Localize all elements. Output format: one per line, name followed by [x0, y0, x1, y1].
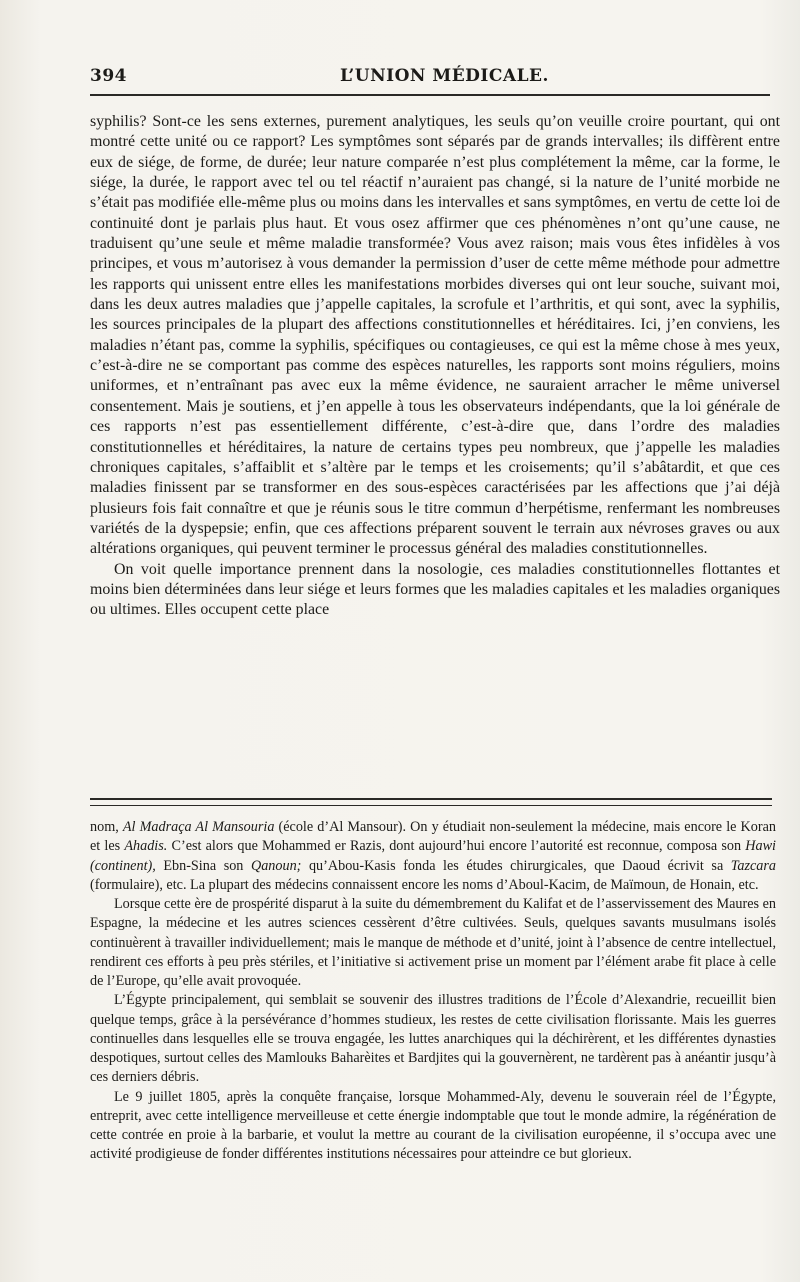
page-number: 394 — [90, 66, 127, 86]
main-paragraph-1: syphilis? Sont-ce les sens externes, purement analytiques, les seuls qu’on veuille croire pourtant, qui ont montré cette unité ou ce rapport? Les symptômes sont séparés par de grands intervalles; ils diffèrent entre eux de siége, de forme, de durée; leur nature comparée n’est plus complétement la même, car la forme, le siége, la durée, le rapport avec tel ou tel réactif n’auraient pas changé, si la nature de l’unité morbide ne s’était pas modifiée elle-même plus ou moins dans les intervalles et sans symptômes, en vertu de cette loi de continuité dont je parlais plus haut. Et vous osez affirmer que ces phénomènes n’ont qu’une cause, ne traduisent qu’une seule et même maladie transformée? Vous avez raison; mais vous êtes infidèles à vos principes, et vous m’autorisez à vous demander la permission d’user de cette même méthode pour admettre les rapports qui unissent entre elles les manifestations morbides diverses qui ont leur souche, suivant moi, dans les deux autres maladies que j’appelle capitales, la scrofule et l’arthritis, et qui sont, avec la syphilis, les sources principales de la plupart des affections constitutionnelles et héréditaires. Ici, j’en conviens, les maladies n’étant pas, comme la syphilis, spécifiques ou contagieuses, ce qui est la même chose à mes yeux, c’est-à-dire ne se comportant pas comme des espèces naturelles, les rapports sont moins réguliers, moins uniformes, et n’entraînant pas avec eux la même évidence, ne sauraient arracher le même universel consentement. Mais je soutiens, et j’en appelle à tous les observateurs indépendants, que la loi générale de ces rapports n’est pas essentiellement différente, c’est-à-dire que, dans l’ordre des maladies constitutionnelles et héréditaires, la nature de certains types peu nombreux, que j’appelle les maladies chroniques capitales, s’affaiblit et s’altère par le temps et les croisements; qu’il s’abâtardit, et que ces maladies finissent par se transformer en des sous-espèces caractérisées par les affections que j’ai déjà plusieurs fois fait connaître et que je réunis sous le titre commun d’herpétisme, renfermant les nombreuses variétés de la dyspepsie; enfin, que ces affections préparent souvent le terrain aux névroses graves ou aux altérations organiques, qui peuvent terminer le processus général des maladies constitutionnelles. — [90, 113, 780, 558]
footnote-text: (école d’Al Mansour). On y étudiait non-seulement la médecine, mais encore le Koran et les — [90, 819, 776, 855]
running-title: L’UNION MÉDICALE. — [340, 66, 549, 86]
footnote-italic-term: Ahadis. — [124, 838, 168, 855]
footnote-text: Ebn-Sina son — [155, 857, 251, 874]
footnote-paragraph-3: L’Égypte principalement, qui semblait se souvenir des illustres traditions de l’École d’Alexandrie, recueillit bien quelque temps, grâce à la persévérance d’hommes studieux, les restes de cette civilisation florissante. Mais les guerres continuelles dans lesquelles elle se trouva engagée, les luttes anarchiques qui la déchirèrent, et les différentes dynasties despotiques, surtout celles des Mamlouks Baharèites et Bardjites qui la gouvernèrent, ne tardèrent pas à anéantir jusqu’à ces derniers débris. — [90, 992, 776, 1086]
footnote-text: qu’Abou-Kasis fonda les études chirurgicales, que Daoud écrivit sa — [301, 857, 731, 874]
footnote-text: (formulaire), etc. La plupart des médecins connaissent encore les noms d’Aboul-Kacim, de Maïmoun, de Honain, etc. — [90, 876, 759, 893]
footnote-text: C’est alors que Mohammed er Razis, dont aujourd’hui encore l’autorité est reconnue, composa son — [167, 838, 746, 855]
footnote-separator — [90, 798, 772, 806]
footnote-paragraph-2: Lorsque cette ère de prospérité disparut à la suite du démembrement du Kalifat et de l’asservissement des Maures en Espagne, la médecine et les autres sciences cessèrent d’être cultivées. Seuls, quelques savants musulmans isolés continuèrent à travailler individuellement; mais le manque de méthode et d’unité, joint à l’absence de centre intellectuel, rendirent ces efforts à peu près stériles, et l’initiative si activement prise un moment par l’élément arabe fit place à celle de l’Europe, qu’elle avait provoquée. — [90, 896, 776, 989]
header-rule — [90, 94, 770, 96]
footnote-italic-term: Hawi (continent), — [90, 838, 776, 874]
main-paragraph-2: On voit quelle importance prennent dans la nosologie, ces maladies constitutionnelles flottantes et moins bien déterminées dans leur siége et leurs formes que les maladies capitales et les maladies organiques ou ultimes. Elles occupent cette place — [90, 560, 780, 619]
page-header — [90, 62, 770, 90]
main-text — [90, 112, 780, 621]
footnote-italic-term: Al Madraça Al Mansouria — [122, 819, 275, 835]
footnote-paragraph-1 — [90, 818, 776, 895]
footnote-italic-term: Tazcara — [730, 857, 777, 874]
footnote-paragraph-4: Le 9 juillet 1805, après la conquête française, lorsque Mohammed-Aly, devenu le souverain réel de l’Égypte, entreprit, avec cette intelligence merveilleuse et cette énergie indomptable que tout le monde admire, la régénération de cette contrée en proie à la barbarie, et voulut la mettre au courant de la civilisation européenne, il s’occupa avec une activité prodigieuse de fonder différentes institutions nécessaires pour atteindre ce but glorieux. — [90, 1088, 776, 1163]
footnote-italic-term: Qanoun; — [250, 857, 302, 874]
footnote — [90, 818, 776, 1165]
footnote-text: nom, — [90, 819, 123, 835]
